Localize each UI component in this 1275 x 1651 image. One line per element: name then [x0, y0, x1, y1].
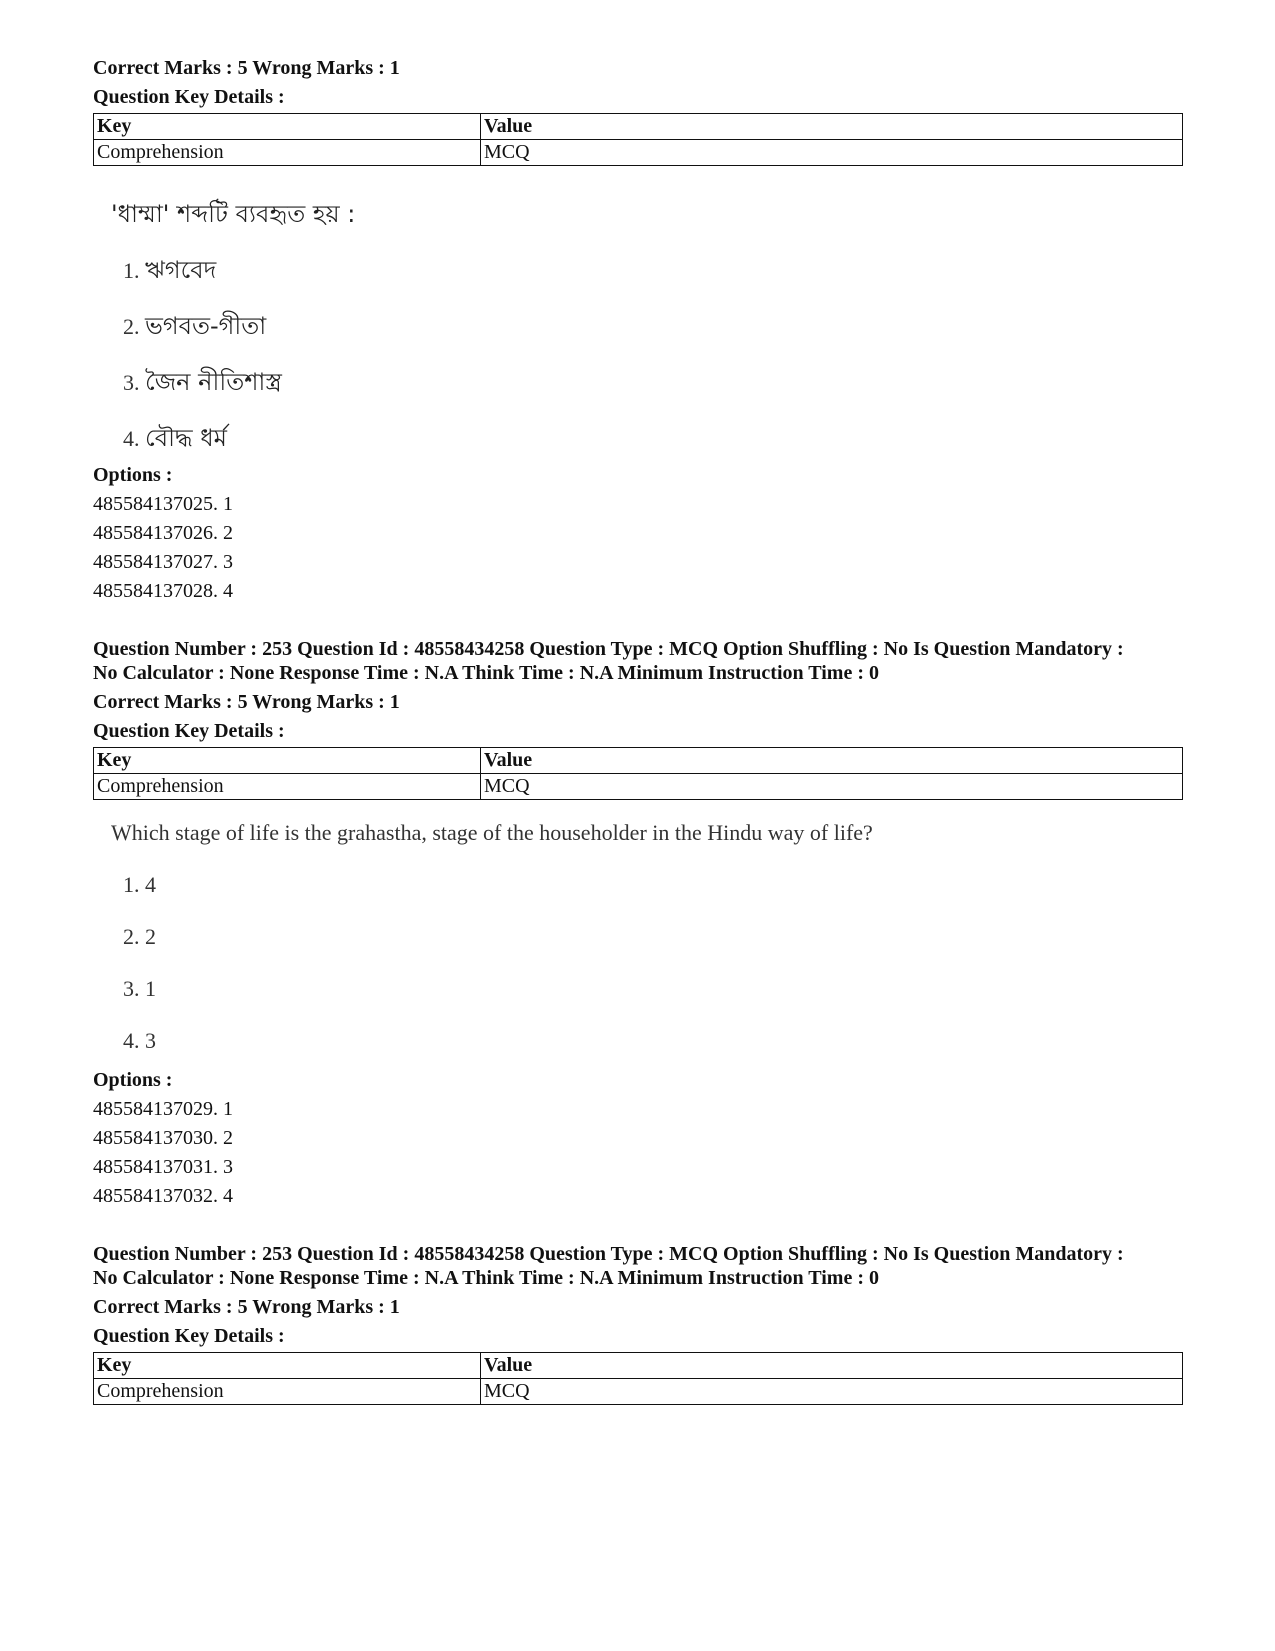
table-header-key: Key: [94, 114, 481, 140]
option-item: 485584137029. 1: [93, 1098, 233, 1120]
table-cell-key: Comprehension: [94, 1379, 481, 1405]
options-label: Options :: [93, 1069, 173, 1091]
key-details-label: Question Key Details :: [93, 86, 285, 108]
option-item: 485584137025. 1: [93, 493, 233, 515]
question-1-image: [111, 196, 355, 236]
question-meta-line-2: No Calculator : None Response Time : N.A Think Time : N.A Minimum Instruction Time : 0: [93, 662, 879, 684]
table-cell-key: Comprehension: [94, 774, 481, 800]
marks-line: Correct Marks : 5 Wrong Marks : 1: [93, 57, 400, 79]
question-1-text: 'ধাম্মা' শব্দটি ব্যবহৃত হয় :: [111, 200, 356, 228]
section-2: [93, 637, 1183, 800]
key-details-table: [93, 1352, 1183, 1405]
table-header-row: [94, 1353, 1183, 1379]
options-section-2: [93, 1068, 1183, 1211]
options-section-1: [93, 463, 1183, 606]
table-cell-value: MCQ: [481, 774, 1183, 800]
question-2-text: Which stage of life is the grahastha, stage of the householder in the Hindu way of life?: [111, 820, 873, 845]
option-item: 485584137027. 3: [93, 551, 233, 573]
key-details-table: [93, 747, 1183, 800]
marks-line: Correct Marks : 5 Wrong Marks : 1: [93, 691, 400, 713]
section-3: [93, 1242, 1183, 1405]
option-item: 485584137032. 4: [93, 1185, 233, 1207]
question-2-choice: 2. 2: [123, 924, 156, 949]
question-2-choice: 1. 4: [123, 872, 156, 897]
table-header-row: [94, 748, 1183, 774]
option-item: 485584137031. 3: [93, 1156, 233, 1178]
table-row: [94, 1379, 1183, 1405]
table-header-key: Key: [94, 1353, 481, 1379]
question-meta-line-1: Question Number : 253 Question Id : 48558434258 Question Type : MCQ Option Shuffling : No Is Question Mandatory :: [93, 1243, 1124, 1265]
table-header-value: Value: [481, 1353, 1183, 1379]
key-details-label: Question Key Details :: [93, 1325, 285, 1347]
question-meta-line-1: Question Number : 253 Question Id : 48558434258 Question Type : MCQ Option Shuffling : No Is Question Mandatory :: [93, 638, 1124, 660]
table-header-value: Value: [481, 114, 1183, 140]
options-label: Options :: [93, 464, 173, 486]
question-2-choice: 3. 1: [123, 976, 156, 1001]
question-2-choice: 4. 3: [123, 1028, 156, 1053]
option-item: 485584137030. 2: [93, 1127, 233, 1149]
table-cell-key: Comprehension: [94, 140, 481, 166]
option-item: 485584137026. 2: [93, 522, 233, 544]
table-header-value: Value: [481, 748, 1183, 774]
marks-line: Correct Marks : 5 Wrong Marks : 1: [93, 1296, 400, 1318]
option-item: 485584137028. 4: [93, 580, 233, 602]
table-row: [94, 140, 1183, 166]
table-row: [94, 774, 1183, 800]
question-2-image: [111, 820, 873, 846]
question-1-choice: 1. ঋগবেদ: [123, 256, 217, 284]
table-header-key: Key: [94, 748, 481, 774]
table-cell-value: MCQ: [481, 1379, 1183, 1405]
table-cell-value: MCQ: [481, 140, 1183, 166]
question-1-choice: 3. জৈন নীতিশাস্ত্র: [123, 368, 282, 396]
question-1-choice: 2. ভগবত-গীতা: [123, 312, 267, 340]
key-details-table: [93, 113, 1183, 166]
section-1: [93, 56, 1183, 166]
key-details-label: Question Key Details :: [93, 720, 285, 742]
table-header-row: [94, 114, 1183, 140]
question-meta-line-2: No Calculator : None Response Time : N.A Think Time : N.A Minimum Instruction Time : 0: [93, 1267, 879, 1289]
question-1-choice: 4. বৌদ্ধ ধর্ম: [123, 424, 227, 452]
